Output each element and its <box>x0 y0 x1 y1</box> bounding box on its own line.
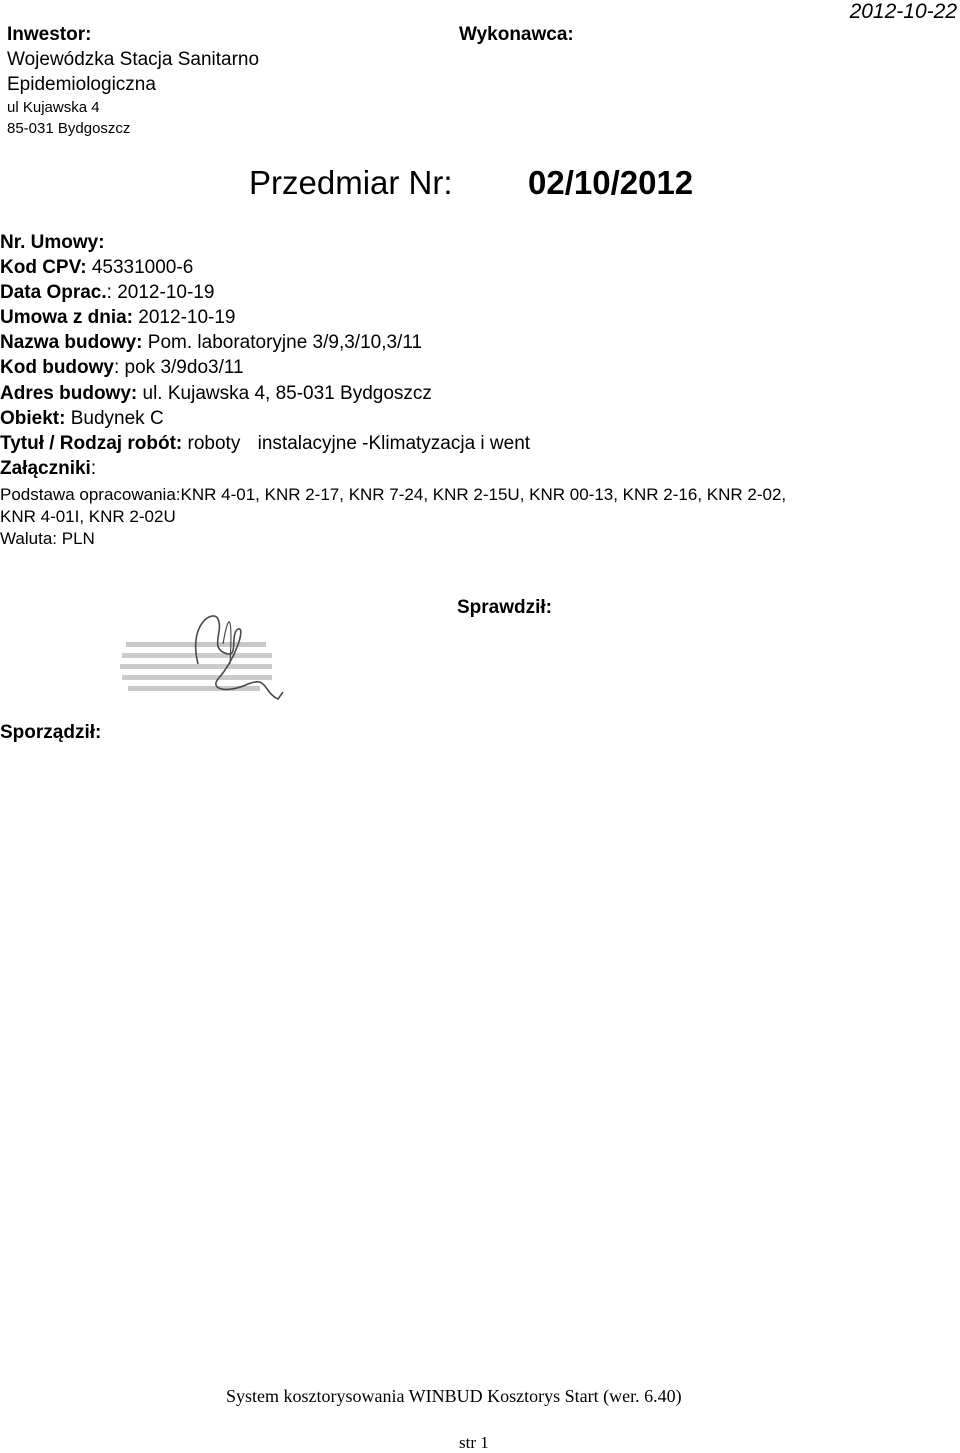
building-name-label: Nazwa budowy: <box>0 332 143 353</box>
object-value: Budynek C <box>70 408 164 429</box>
contract-number-label: Nr. Umowy: <box>0 232 105 253</box>
footer-system: System kosztorysowania WINBUD Kosztorys Start (wer. 6.40) <box>226 1386 682 1406</box>
investor-label: Inwestor: <box>7 24 92 45</box>
work-type-value-a: roboty <box>187 433 241 454</box>
investor-street: ul Kujawska 4 <box>7 99 100 116</box>
work-type-value-b: instalacyjne -Klimatyzacja i went <box>257 433 531 454</box>
contractor-label: Wykonawca: <box>459 24 574 45</box>
basis-value-line2: KNR 4-01I, KNR 2-02U <box>0 507 176 526</box>
cpv-row <box>0 257 193 279</box>
object-row <box>0 408 164 430</box>
investor-name-line2: Epidemiologiczna <box>7 74 156 95</box>
document-number: 02/10/2012 <box>528 164 694 201</box>
prep-date-label: Data Oprac. <box>0 282 107 303</box>
basis-value-line1: KNR 4-01, KNR 2-17, KNR 7-24, KNR 2-15U, KNR 00-13, KNR 2-16, KNR 2-02, <box>180 485 787 504</box>
currency-row <box>0 529 95 549</box>
building-code-value: pok 3/9do3/11 <box>124 357 244 378</box>
building-code-row <box>0 357 244 379</box>
work-type-label: Tytuł / Rodzaj robót: <box>0 433 183 454</box>
agreement-date-value: 2012-10-19 <box>138 307 236 328</box>
prepared-by-label: Sporządził: <box>0 722 102 743</box>
contract-number-row <box>0 232 105 254</box>
signature-stamp-image <box>118 604 293 712</box>
prep-date-sep: : <box>106 282 112 303</box>
investor-city: 85-031 Bydgoszcz <box>7 120 131 137</box>
building-address-value: ul. Kujawska 4, 85-031 Bydgoszcz <box>142 383 432 404</box>
building-code-label: Kod budowy <box>0 357 114 378</box>
attachments-row <box>0 458 96 480</box>
prep-date-row <box>0 282 214 304</box>
work-type-row <box>0 433 530 455</box>
currency-value: PLN <box>61 529 95 548</box>
prep-date-value: 2012-10-19 <box>117 282 215 303</box>
object-label: Obiekt: <box>0 408 66 429</box>
cpv-value: 45331000-6 <box>91 257 194 278</box>
basis-row <box>0 485 786 505</box>
checked-by-label: Sprawdził: <box>457 597 553 618</box>
document-date: 2012-10-22 <box>849 0 957 23</box>
building-address-label: Adres budowy: <box>0 383 138 404</box>
currency-label: Waluta: <box>0 529 58 548</box>
building-address-row <box>0 383 432 405</box>
investor-name-line1: Wojewódzka Stacja Sanitarno <box>7 49 260 70</box>
building-code-sep: : <box>113 357 120 378</box>
agreement-date-label: Umowa z dnia: <box>0 307 134 328</box>
cpv-label: Kod CPV: <box>0 257 87 278</box>
building-name-row <box>0 332 422 354</box>
agreement-date-row <box>0 307 236 329</box>
document-title-label: Przedmiar Nr: <box>249 164 453 201</box>
page-number: str 1 <box>459 1433 489 1452</box>
building-name-value: Pom. laboratoryjne 3/9,3/10,3/11 <box>147 332 423 353</box>
basis-label: Podstawa opracowania: <box>0 485 181 504</box>
attachments-sep: : <box>90 458 97 479</box>
attachments-label: Załączniki <box>0 458 91 479</box>
